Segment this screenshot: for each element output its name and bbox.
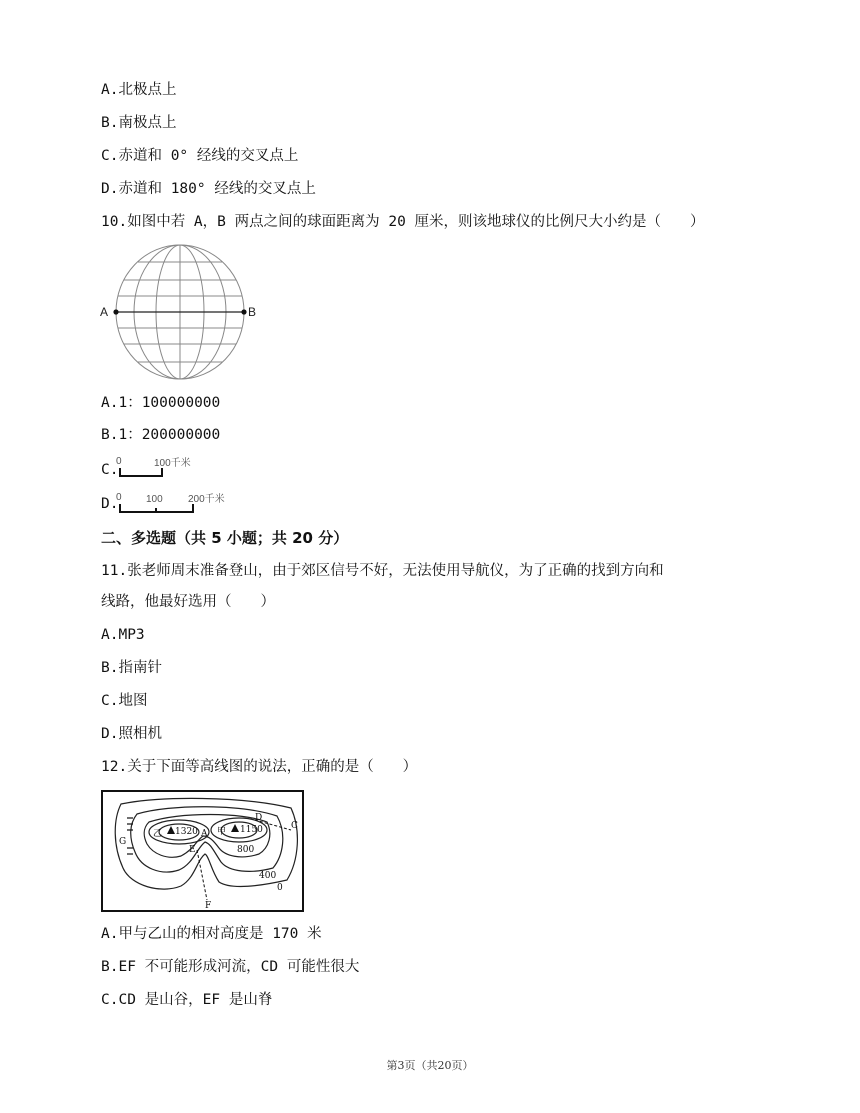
contour-800-label: 800 [237,845,255,855]
peak-jia-height: 1150 [240,825,263,835]
point-g-label: G [119,837,127,847]
point-d-label: D [255,813,263,823]
q10-option-a: A.1：100000000 [101,395,221,411]
point-a-label: A [100,305,109,319]
point-b-dot [241,309,246,314]
point-a-dot [113,309,118,314]
scale-d-zero: 0 [116,492,122,503]
q9-option-c: C.赤道和 0° 经线的交叉点上 [101,148,299,164]
q10-stem: 10.如图中若 A，B 两点之间的球面距离为 20 厘米，则该地球仪的比例尺大小约是（ ） [101,214,705,230]
q12-option-c: C.CD 是山谷，EF 是山脊 [101,992,273,1008]
q10-option-d-prefix: D. [101,496,119,512]
q9-option-a: A.北极点上 [101,82,177,98]
section-2-heading: 二、多选题（共 5 小题；共 20 分） [101,529,349,547]
q11-stem-line1: 11.张老师周末准备登山，由于郊区信号不好，无法使用导航仪，为了正确的找到方向和 [101,563,664,579]
q11-option-a: A.MP3 [101,627,145,643]
q12-option-a: A.甲与乙山的相对高度是 170 米 [101,926,322,942]
peak-yi-label: 乙 [153,829,163,839]
q9-option-d: D.赤道和 180° 经线的交叉点上 [101,181,316,197]
q11-option-d: D.照相机 [101,726,162,742]
scale-c-end: 100千米 [154,458,191,469]
point-c-label: C [291,821,298,831]
q9-option-b: B.南极点上 [101,115,177,131]
q12-stem: 12.关于下面等高线图的说法，正确的是（ ） [101,759,418,775]
q11-option-c: C.地图 [101,693,148,709]
q11-stem-line2: 线路，他最好选用（ ） [101,594,275,610]
q12-option-b: B.EF 不可能形成河流，CD 可能性很大 [101,959,360,975]
scale-d-end: 200千米 [188,494,225,505]
point-a-label: A [201,829,208,839]
page-footer: 第3页（共20页） [386,1059,474,1072]
q10-option-c-prefix: C. [101,462,119,478]
contour-400-label: 400 [259,871,277,881]
q10-option-b: B.1：200000000 [101,427,221,443]
point-f-label: F [205,901,212,911]
peak-jia-label: 甲 [217,827,227,837]
point-e-label: E [189,845,196,855]
scale-d-mid: 100 [146,494,163,505]
scale-bar-d [114,488,244,516]
q11-option-b: B.指南针 [101,660,162,676]
globe-figure [98,240,268,385]
contour-0-label: 0 [277,883,283,893]
scale-bar-c [114,454,204,480]
point-b-label: B [248,305,257,319]
peak-yi-height: 1320 [175,827,198,837]
scale-c-zero: 0 [116,456,122,467]
contour-map [101,790,305,913]
